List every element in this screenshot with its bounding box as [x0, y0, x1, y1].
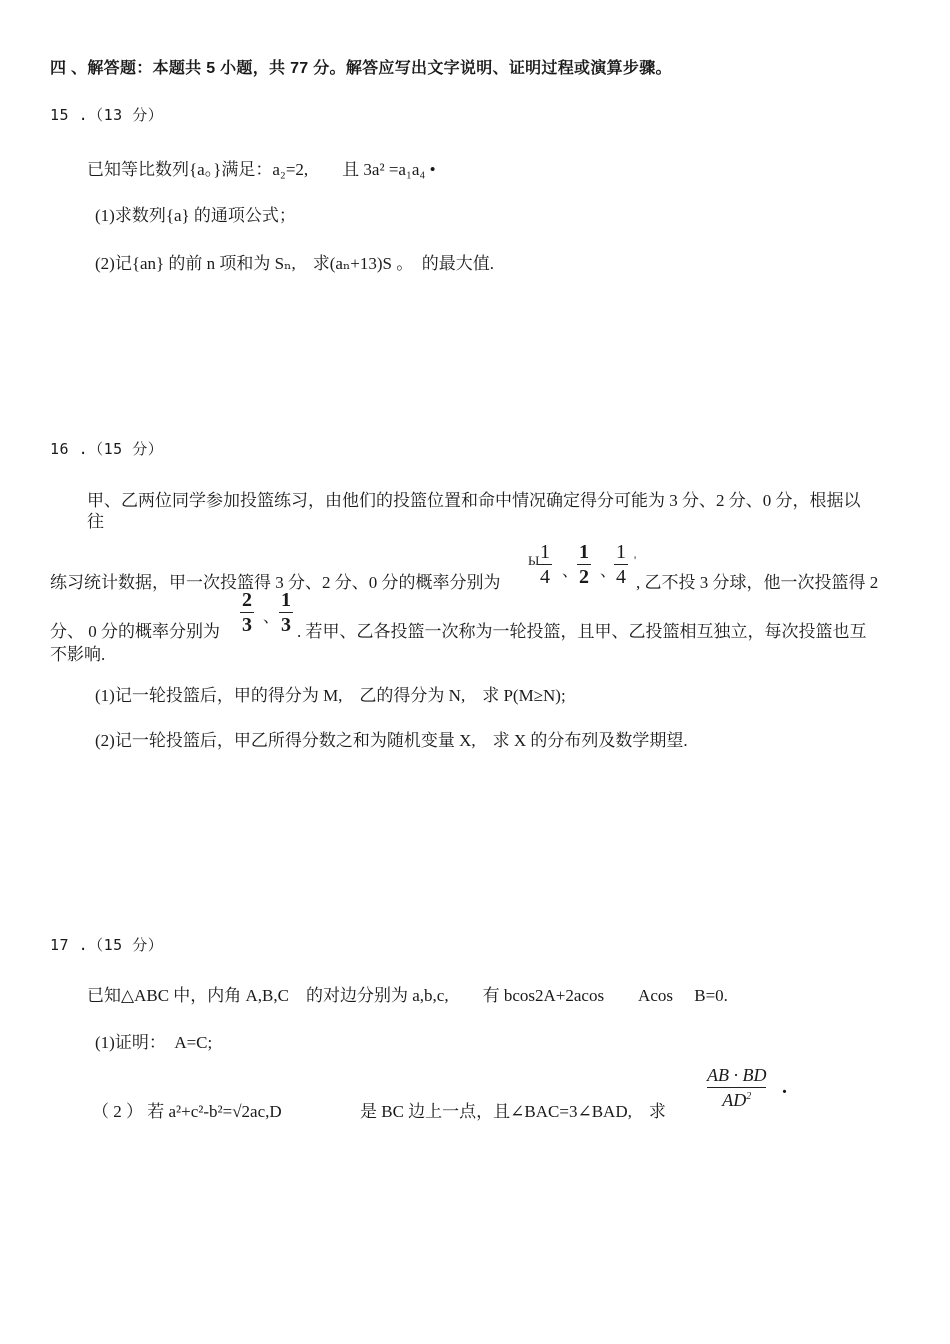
fraction-yi-2pt — [240, 590, 254, 635]
question-16-stray-glyph: Ы — [528, 553, 540, 568]
fraction-jia-3pt — [538, 542, 552, 587]
question-16-line-1: 甲、乙两位同学参加投篮练习，由他们的投篮位置和命中情况确定得分可能为 3 分、2 分、0 分，根据以 — [87, 491, 861, 510]
separator: 、 — [263, 609, 280, 626]
fraction-ab-bd-over-ad2 — [707, 1066, 766, 1109]
question-15-stem: 已知等比数列{a。}满足：a₂=2, 且 3a² =a₁a₄ • — [87, 160, 436, 179]
question-16-line-3-text: 分、 0 分的概率分别为 — [50, 622, 220, 641]
question-17-stem: 已知△ABC 中，内角 A,B,C 的对边分别为 a,b,c, 有 bcos2A+2acos Acos B=0. — [87, 986, 728, 1005]
fraction-bar — [240, 612, 254, 613]
question-16-part-1: (1)记一轮投篮后，甲的得分为 M, 乙的得分为 N, 求 P(M≥N); — [95, 686, 566, 705]
fraction-bar — [577, 564, 591, 565]
fraction-numerator: 1 — [540, 541, 550, 563]
question-16-line-4: 不影响. — [50, 645, 106, 664]
question-17-part-1: (1)证明： A=C; — [95, 1033, 213, 1052]
question-16-line-1-wrap: 往 — [87, 512, 104, 531]
question-16-part-2: (2)记一轮投篮后，甲乙所得分数之和为随机变量 X, 求 X 的分布列及数学期望. — [95, 731, 688, 750]
fraction-yi-0pt — [279, 590, 293, 635]
fraction-numerator: 1 — [579, 541, 589, 563]
fraction-jia-0pt — [614, 542, 628, 587]
separator: 、 — [600, 563, 617, 580]
question-17-part-2-a: （ 2 ） 若 a²+c²-b²=√2ac,D — [92, 1102, 282, 1121]
fraction-bar — [538, 564, 552, 565]
fraction-bar — [279, 612, 293, 613]
fraction-denominator: 4 — [616, 566, 626, 588]
question-15-part-2: (2)记{an} 的前 n 项和为 Sₙ, 求(aₙ+13)S 。 的最大值. — [95, 254, 495, 273]
fraction-numerator: AB · BD — [707, 1065, 767, 1085]
fraction-bar — [707, 1087, 766, 1088]
question-16-line-3-suffix: . 若甲、乙各投篮一次称为一轮投篮，且甲、乙投篮相互独立，每次投篮也互 — [297, 622, 867, 641]
fraction-denominator: 3 — [281, 614, 291, 636]
end-dot: . — [782, 1076, 787, 1098]
question-16-line-2-text: 练习统计数据，甲一次投篮得 3 分、2 分、0 分的概率分别为 — [50, 573, 501, 592]
fraction-jia-2pt — [577, 542, 591, 587]
question-17-number: 17 .（15 分） — [50, 936, 164, 954]
question-17-part-2-b: 是 BC 边上一点，且∠BAC=3∠BAD, 求 — [360, 1102, 666, 1121]
question-15-part-1: (1)求数列{a} 的通项公式； — [95, 206, 296, 225]
question-16-line-2-suffix: , 乙不投 3 分球，他一次投篮得 2 — [636, 573, 879, 592]
fraction-denominator: 3 — [242, 614, 252, 636]
fraction-numerator: 2 — [242, 589, 252, 611]
separator: 、 — [562, 563, 579, 580]
fraction-bar — [614, 564, 628, 565]
section-heading: 四 、解答题：本题共 5 小题，共 77 分。解答应写出文字说明、证明过程或演算步骤。 — [50, 60, 672, 77]
fraction-denominator: 2 — [579, 566, 589, 588]
fraction-numerator: 1 — [281, 589, 291, 611]
question-15-number: 15 .（13 分） — [50, 106, 164, 124]
question-16-number: 16 .（15 分） — [50, 440, 164, 458]
fraction-numerator: 1 — [616, 541, 626, 563]
fraction-denominator: $AD^2$ — [722, 1090, 752, 1110]
stray-mark: ' — [634, 553, 637, 567]
fraction-denominator: 4 — [540, 566, 550, 588]
